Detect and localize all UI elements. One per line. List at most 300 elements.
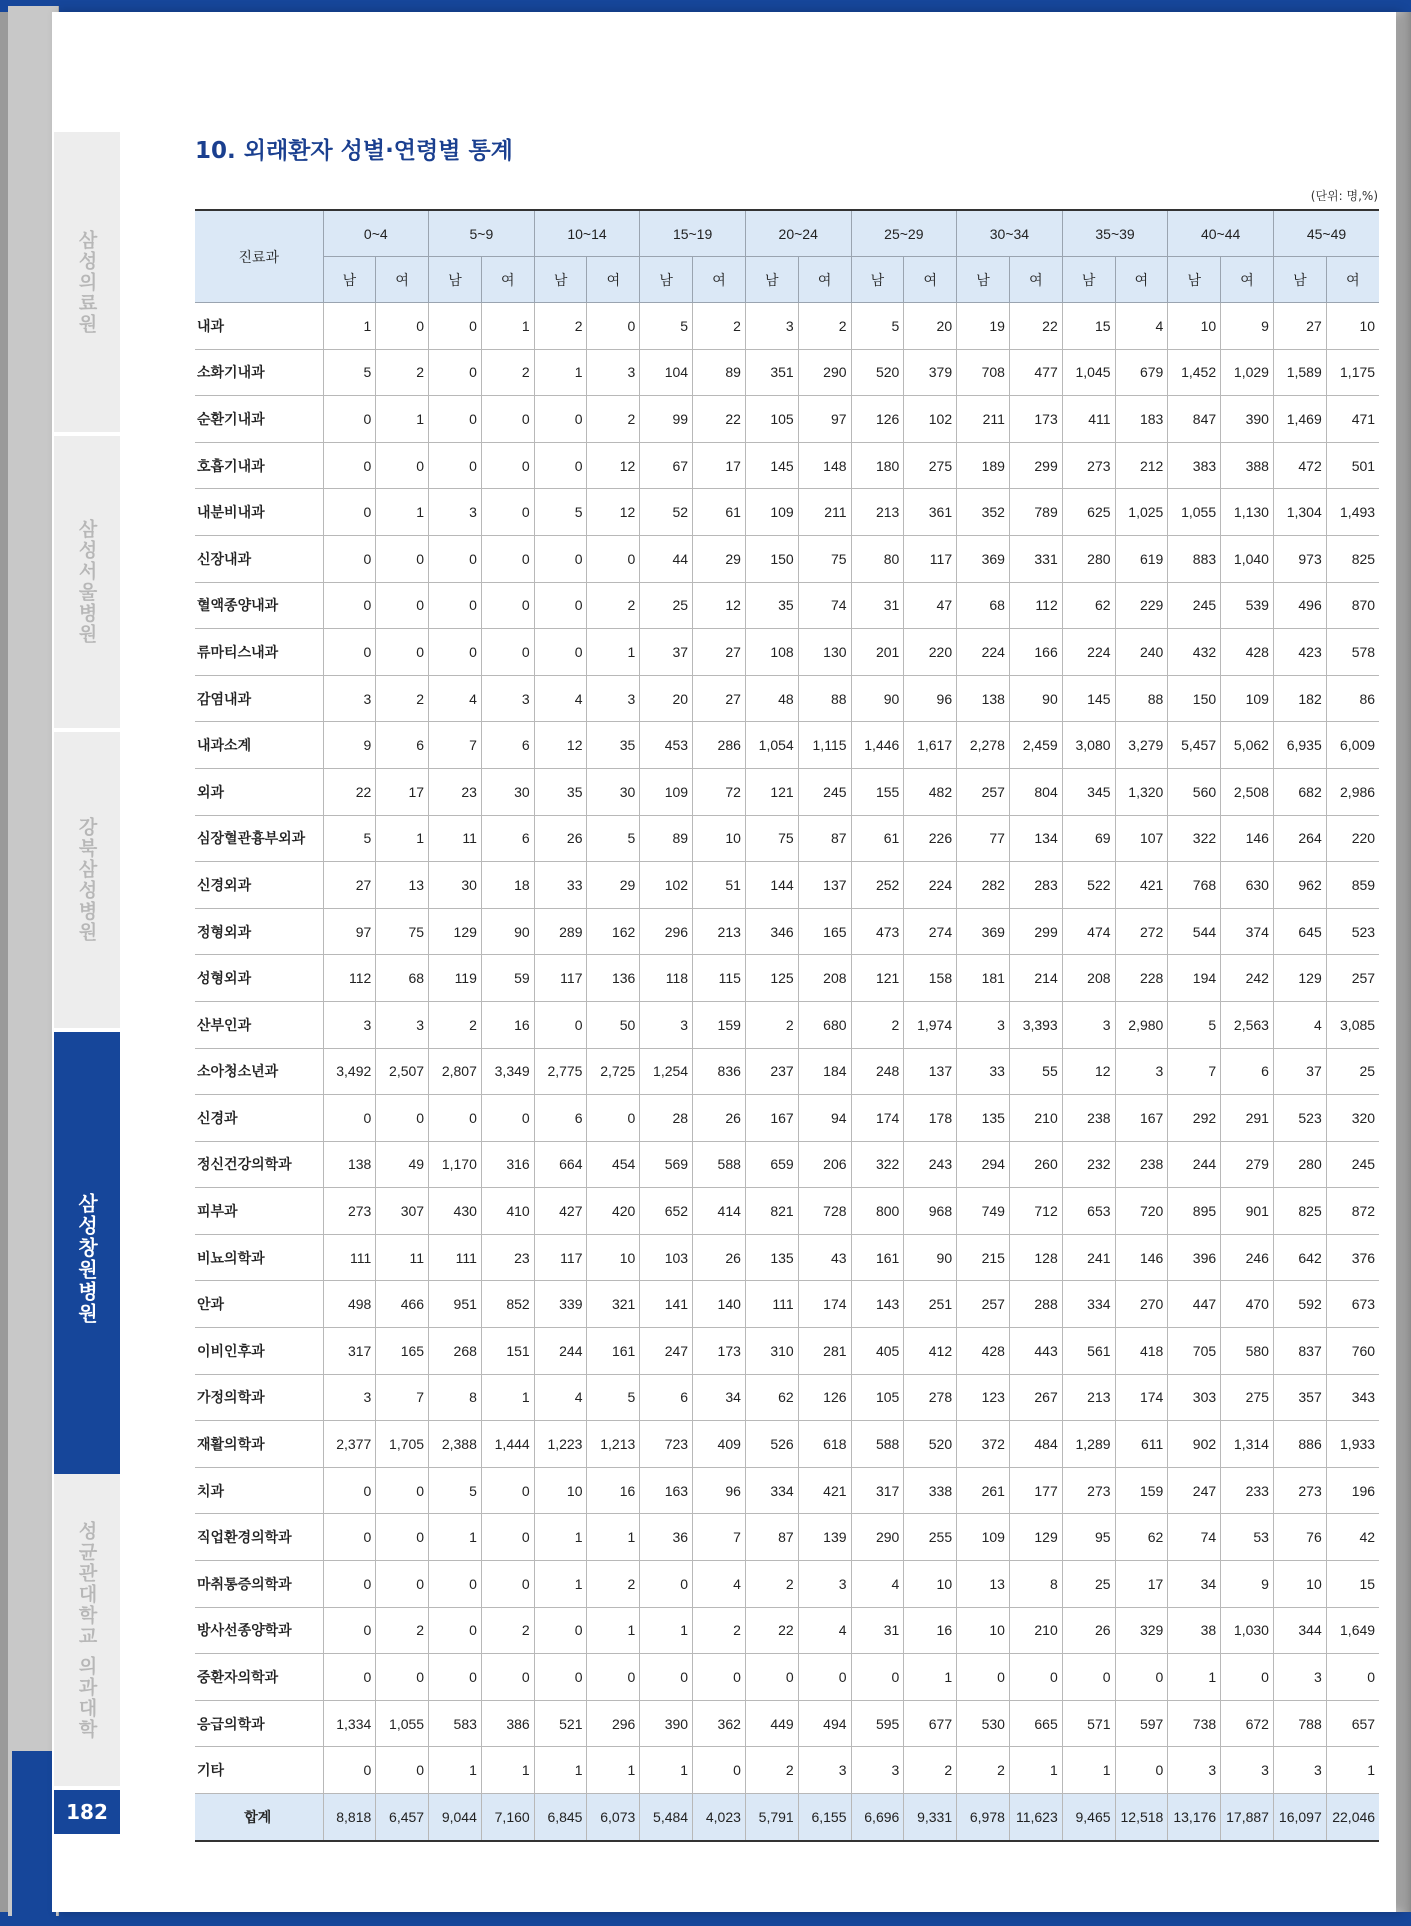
value-cell: 523	[1273, 1095, 1326, 1142]
value-cell: 901	[1221, 1188, 1274, 1235]
value-cell: 138	[957, 675, 1010, 722]
value-cell: 3	[587, 675, 640, 722]
value-cell: 30	[587, 768, 640, 815]
section-tab-3[interactable]: 강북삼성병원	[54, 732, 120, 1028]
dept-name-cell: 직업환경의학과	[195, 1514, 323, 1561]
value-cell: 94	[798, 1095, 851, 1142]
value-cell: 0	[534, 1001, 587, 1048]
value-cell: 255	[904, 1514, 957, 1561]
value-cell: 1	[534, 1561, 587, 1608]
table-row	[195, 1001, 1379, 1048]
value-cell: 1	[376, 815, 429, 862]
value-cell: 1,933	[1326, 1421, 1379, 1468]
unit-note: (단위: 명,%)	[1310, 189, 1378, 203]
value-cell: 420	[587, 1188, 640, 1235]
value-cell: 2	[693, 303, 746, 350]
value-cell: 109	[1221, 675, 1274, 722]
value-cell: 712	[1009, 1188, 1062, 1235]
value-cell: 1,469	[1273, 396, 1326, 443]
value-cell: 12	[693, 582, 746, 629]
value-cell: 7	[693, 1514, 746, 1561]
dept-name-cell: 마취통증의학과	[195, 1561, 323, 1608]
value-cell: 561	[1062, 1328, 1115, 1375]
value-cell: 1,029	[1221, 349, 1274, 396]
value-cell: 87	[745, 1514, 798, 1561]
value-cell: 136	[587, 955, 640, 1002]
value-cell: 273	[323, 1188, 376, 1235]
value-cell: 1	[323, 303, 376, 350]
value-cell: 374	[1221, 908, 1274, 955]
value-cell: 630	[1221, 862, 1274, 909]
table-row	[195, 815, 1379, 862]
value-cell: 25	[1326, 1048, 1379, 1095]
value-cell: 472	[1273, 442, 1326, 489]
value-cell: 390	[640, 1700, 693, 1747]
value-cell: 474	[1062, 908, 1115, 955]
value-cell: 1,649	[1326, 1607, 1379, 1654]
section-tab-4[interactable]: 삼성창원병원	[54, 1032, 120, 1478]
value-cell: 224	[1062, 629, 1115, 676]
dept-name-cell: 호흡기내과	[195, 442, 323, 489]
value-cell: 107	[1115, 815, 1168, 862]
value-cell: 0	[481, 1514, 534, 1561]
value-cell: 3	[640, 1001, 693, 1048]
value-cell: 2	[745, 1561, 798, 1608]
value-cell: 299	[1009, 442, 1062, 489]
dept-name-cell: 신장내과	[195, 535, 323, 582]
dept-name-cell: 치과	[195, 1467, 323, 1514]
value-cell: 1	[1168, 1654, 1221, 1701]
value-cell: 317	[851, 1467, 904, 1514]
value-cell: 951	[429, 1281, 482, 1328]
value-cell: 22	[1009, 303, 1062, 350]
value-cell: 625	[1062, 489, 1115, 536]
value-cell: 0	[481, 535, 534, 582]
value-cell: 376	[1326, 1234, 1379, 1281]
value-cell: 449	[745, 1700, 798, 1747]
value-cell: 53	[1221, 1514, 1274, 1561]
age-group-header: 5~9	[429, 210, 535, 257]
value-cell: 9	[1221, 303, 1274, 350]
value-cell: 27	[1273, 303, 1326, 350]
value-cell: 19	[957, 303, 1010, 350]
value-cell: 1,115	[798, 722, 851, 769]
value-cell: 3	[1273, 1654, 1326, 1701]
age-group-header: 0~4	[323, 210, 429, 257]
value-cell: 0	[481, 442, 534, 489]
value-cell: 1,223	[534, 1421, 587, 1468]
value-cell: 447	[1168, 1281, 1221, 1328]
value-cell: 3	[798, 1561, 851, 1608]
value-cell: 0	[1115, 1747, 1168, 1794]
value-cell: 409	[693, 1421, 746, 1468]
value-cell: 2	[851, 1001, 904, 1048]
value-cell: 159	[1115, 1467, 1168, 1514]
table-row	[195, 535, 1379, 582]
value-cell: 11,623	[1009, 1794, 1062, 1841]
value-cell: 895	[1168, 1188, 1221, 1235]
value-cell: 2,278	[957, 722, 1010, 769]
value-cell: 47	[904, 582, 957, 629]
value-cell: 3	[323, 675, 376, 722]
value-cell: 155	[851, 768, 904, 815]
value-cell: 659	[745, 1141, 798, 1188]
value-cell: 17,887	[1221, 1794, 1274, 1841]
value-cell: 180	[851, 442, 904, 489]
value-cell: 6	[481, 815, 534, 862]
value-cell: 738	[1168, 1700, 1221, 1747]
value-cell: 145	[745, 442, 798, 489]
value-cell: 12,518	[1115, 1794, 1168, 1841]
value-cell: 6,009	[1326, 722, 1379, 769]
dept-name-cell: 감염내과	[195, 675, 323, 722]
value-cell: 22	[323, 768, 376, 815]
value-cell: 2	[587, 1561, 640, 1608]
value-cell: 0	[429, 629, 482, 676]
table-row	[195, 582, 1379, 629]
value-cell: 1	[376, 489, 429, 536]
value-cell: 1,446	[851, 722, 904, 769]
table-row	[195, 1095, 1379, 1142]
value-cell: 321	[587, 1281, 640, 1328]
value-cell: 973	[1273, 535, 1326, 582]
value-cell: 13	[376, 862, 429, 909]
value-cell: 90	[481, 908, 534, 955]
dept-name-cell: 중환자의학과	[195, 1654, 323, 1701]
age-group-header: 15~19	[640, 210, 746, 257]
value-cell: 208	[798, 955, 851, 1002]
value-cell: 588	[851, 1421, 904, 1468]
value-cell: 583	[429, 1700, 482, 1747]
value-cell: 242	[1221, 955, 1274, 1002]
value-cell: 12	[1062, 1048, 1115, 1095]
value-cell: 280	[1273, 1141, 1326, 1188]
male-header: 남	[429, 257, 482, 303]
value-cell: 35	[745, 582, 798, 629]
value-cell: 2,775	[534, 1048, 587, 1095]
value-cell: 4	[429, 675, 482, 722]
value-cell: 22	[693, 396, 746, 443]
value-cell: 158	[904, 955, 957, 1002]
value-cell: 705	[1168, 1328, 1221, 1375]
value-cell: 1	[904, 1654, 957, 1701]
value-cell: 123	[957, 1374, 1010, 1421]
table-row	[195, 955, 1379, 1002]
value-cell: 0	[429, 1654, 482, 1701]
value-cell: 396	[1168, 1234, 1221, 1281]
value-cell: 18	[481, 862, 534, 909]
value-cell: 17	[376, 768, 429, 815]
value-cell: 62	[1062, 582, 1115, 629]
value-cell: 189	[957, 442, 1010, 489]
value-cell: 173	[693, 1328, 746, 1375]
value-cell: 97	[798, 396, 851, 443]
value-cell: 521	[534, 1700, 587, 1747]
value-cell: 588	[693, 1141, 746, 1188]
value-cell: 0	[323, 535, 376, 582]
female-header: 여	[1009, 257, 1062, 303]
value-cell: 334	[745, 1467, 798, 1514]
value-cell: 0	[534, 582, 587, 629]
value-cell: 569	[640, 1141, 693, 1188]
value-cell: 11	[429, 815, 482, 862]
value-cell: 1	[587, 629, 640, 676]
value-cell: 2,986	[1326, 768, 1379, 815]
value-cell: 0	[323, 1095, 376, 1142]
value-cell: 0	[1326, 1654, 1379, 1701]
value-cell: 159	[693, 1001, 746, 1048]
value-cell: 243	[904, 1141, 957, 1188]
value-cell: 708	[957, 349, 1010, 396]
section-tab-2[interactable]: 삼성서울병원	[54, 436, 120, 728]
value-cell: 111	[323, 1234, 376, 1281]
value-cell: 129	[429, 908, 482, 955]
value-cell: 362	[693, 1700, 746, 1747]
value-cell: 30	[429, 862, 482, 909]
value-cell: 526	[745, 1421, 798, 1468]
value-cell: 4	[1115, 303, 1168, 350]
value-cell: 257	[957, 1281, 1010, 1328]
value-cell: 274	[904, 908, 957, 955]
value-cell: 821	[745, 1188, 798, 1235]
value-cell: 0	[851, 1654, 904, 1701]
value-cell: 0	[1221, 1654, 1274, 1701]
dept-name-cell: 소아청소년과	[195, 1048, 323, 1095]
table-row	[195, 1561, 1379, 1608]
value-cell: 261	[957, 1467, 1010, 1514]
value-cell: 592	[1273, 1281, 1326, 1328]
value-cell: 182	[1273, 675, 1326, 722]
value-cell: 15	[1062, 303, 1115, 350]
value-cell: 344	[1273, 1607, 1326, 1654]
value-cell: 102	[904, 396, 957, 443]
value-cell: 2	[376, 1607, 429, 1654]
dept-name-cell: 성형외과	[195, 955, 323, 1002]
value-cell: 473	[851, 908, 904, 955]
value-cell: 2	[376, 349, 429, 396]
value-cell: 482	[904, 768, 957, 815]
value-cell: 96	[904, 675, 957, 722]
value-cell: 80	[851, 535, 904, 582]
value-cell: 15	[1326, 1561, 1379, 1608]
dept-name-cell: 안과	[195, 1281, 323, 1328]
value-cell: 165	[376, 1328, 429, 1375]
table-row	[195, 1514, 1379, 1561]
value-cell: 264	[1273, 815, 1326, 862]
male-header: 남	[534, 257, 587, 303]
table-row	[195, 1188, 1379, 1235]
value-cell: 75	[745, 815, 798, 862]
value-cell: 165	[798, 908, 851, 955]
table-row	[195, 629, 1379, 676]
value-cell: 109	[745, 489, 798, 536]
value-cell: 0	[957, 1654, 1010, 1701]
value-cell: 9	[323, 722, 376, 769]
value-cell: 126	[851, 396, 904, 443]
value-cell: 1,452	[1168, 349, 1221, 396]
value-cell: 59	[481, 955, 534, 1002]
value-cell: 97	[323, 908, 376, 955]
value-cell: 178	[904, 1095, 957, 1142]
value-cell: 25	[1062, 1561, 1115, 1608]
value-cell: 270	[1115, 1281, 1168, 1328]
value-cell: 6,155	[798, 1794, 851, 1841]
value-cell: 789	[1009, 489, 1062, 536]
value-cell: 423	[1273, 629, 1326, 676]
value-cell: 233	[1221, 1467, 1274, 1514]
value-cell: 0	[429, 582, 482, 629]
value-cell: 0	[376, 303, 429, 350]
value-cell: 174	[798, 1281, 851, 1328]
female-header: 여	[1221, 257, 1274, 303]
value-cell: 26	[693, 1234, 746, 1281]
value-cell: 3,349	[481, 1048, 534, 1095]
dept-name-cell: 류마티스내과	[195, 629, 323, 676]
value-cell: 5	[323, 349, 376, 396]
value-cell: 0	[323, 1467, 376, 1514]
value-cell: 111	[429, 1234, 482, 1281]
value-cell: 49	[376, 1141, 429, 1188]
value-cell: 194	[1168, 955, 1221, 1002]
dept-name-cell: 외과	[195, 768, 323, 815]
value-cell: 4	[798, 1607, 851, 1654]
value-cell: 728	[798, 1188, 851, 1235]
value-cell: 273	[1062, 1467, 1115, 1514]
value-cell: 1,213	[587, 1421, 640, 1468]
value-cell: 339	[534, 1281, 587, 1328]
value-cell: 282	[957, 862, 1010, 909]
value-cell: 16,097	[1273, 1794, 1326, 1841]
value-cell: 134	[1009, 815, 1062, 862]
value-cell: 10	[957, 1607, 1010, 1654]
value-cell: 174	[1115, 1374, 1168, 1421]
value-cell: 273	[1273, 1467, 1326, 1514]
value-cell: 90	[1009, 675, 1062, 722]
value-cell: 3	[798, 1747, 851, 1794]
value-cell: 2,508	[1221, 768, 1274, 815]
value-cell: 206	[798, 1141, 851, 1188]
value-cell: 0	[481, 582, 534, 629]
value-cell: 51	[693, 862, 746, 909]
value-cell: 0	[534, 629, 587, 676]
value-cell: 3	[323, 1374, 376, 1421]
dept-name-cell: 신경과	[195, 1095, 323, 1142]
value-cell: 117	[534, 955, 587, 1002]
total-row	[195, 1794, 1379, 1841]
value-cell: 86	[1326, 675, 1379, 722]
value-cell: 9,331	[904, 1794, 957, 1841]
value-cell: 6	[1221, 1048, 1274, 1095]
value-cell: 0	[429, 1561, 482, 1608]
value-cell: 3	[1115, 1048, 1168, 1095]
value-cell: 3	[957, 1001, 1010, 1048]
value-cell: 229	[1115, 582, 1168, 629]
value-cell: 0	[534, 442, 587, 489]
value-cell: 118	[640, 955, 693, 1002]
value-cell: 310	[745, 1328, 798, 1375]
value-cell: 642	[1273, 1234, 1326, 1281]
value-cell: 466	[376, 1281, 429, 1328]
value-cell: 0	[481, 629, 534, 676]
value-cell: 37	[1273, 1048, 1326, 1095]
value-cell: 27	[693, 675, 746, 722]
value-cell: 117	[904, 535, 957, 582]
value-cell: 26	[1062, 1607, 1115, 1654]
value-cell: 150	[1168, 675, 1221, 722]
value-cell: 1,589	[1273, 349, 1326, 396]
value-cell: 1,130	[1221, 489, 1274, 536]
value-cell: 0	[376, 1747, 429, 1794]
value-cell: 196	[1326, 1467, 1379, 1514]
table-row	[195, 1048, 1379, 1095]
value-cell: 6,696	[851, 1794, 904, 1841]
value-cell: 611	[1115, 1421, 1168, 1468]
value-cell: 245	[1168, 582, 1221, 629]
value-cell: 90	[851, 675, 904, 722]
female-header: 여	[376, 257, 429, 303]
value-cell: 244	[534, 1328, 587, 1375]
value-cell: 343	[1326, 1374, 1379, 1421]
value-cell: 673	[1326, 1281, 1379, 1328]
value-cell: 36	[640, 1514, 693, 1561]
value-cell: 74	[798, 582, 851, 629]
value-cell: 2	[587, 396, 640, 443]
value-cell: 247	[640, 1328, 693, 1375]
value-cell: 1,334	[323, 1700, 376, 1747]
male-header: 남	[957, 257, 1010, 303]
value-cell: 5,457	[1168, 722, 1221, 769]
value-cell: 470	[1221, 1281, 1274, 1328]
value-cell: 0	[481, 1095, 534, 1142]
value-cell: 768	[1168, 862, 1221, 909]
page-number: 182	[54, 1790, 120, 1834]
value-cell: 76	[1273, 1514, 1326, 1561]
value-cell: 3	[1221, 1747, 1274, 1794]
value-cell: 7	[1168, 1048, 1221, 1095]
value-cell: 125	[745, 955, 798, 1002]
value-cell: 135	[957, 1095, 1010, 1142]
value-cell: 0	[640, 1654, 693, 1701]
value-cell: 883	[1168, 535, 1221, 582]
value-cell: 886	[1273, 1421, 1326, 1468]
value-cell: 0	[429, 535, 482, 582]
value-cell: 72	[693, 768, 746, 815]
value-cell: 4	[534, 1374, 587, 1421]
value-cell: 0	[640, 1561, 693, 1608]
value-cell: 1	[1326, 1747, 1379, 1794]
value-cell: 224	[904, 862, 957, 909]
dept-name-cell: 기타	[195, 1747, 323, 1794]
value-cell: 138	[323, 1141, 376, 1188]
section-tab-5[interactable]: 성균관대학교 의과대학	[54, 1474, 120, 1786]
value-cell: 320	[1326, 1095, 1379, 1142]
section-tab-1[interactable]: 삼성의료원	[54, 132, 120, 432]
value-cell: 0	[587, 1095, 640, 1142]
value-cell: 5	[429, 1467, 482, 1514]
spine-blue-marker	[12, 1751, 56, 1916]
value-cell: 296	[640, 908, 693, 955]
value-cell: 31	[851, 582, 904, 629]
value-cell: 95	[1062, 1514, 1115, 1561]
value-cell: 119	[429, 955, 482, 1002]
female-header: 여	[587, 257, 640, 303]
value-cell: 0	[693, 1747, 746, 1794]
value-cell: 560	[1168, 768, 1221, 815]
value-cell: 2	[693, 1607, 746, 1654]
value-cell: 760	[1326, 1328, 1379, 1375]
value-cell: 1	[587, 1747, 640, 1794]
value-cell: 143	[851, 1281, 904, 1328]
